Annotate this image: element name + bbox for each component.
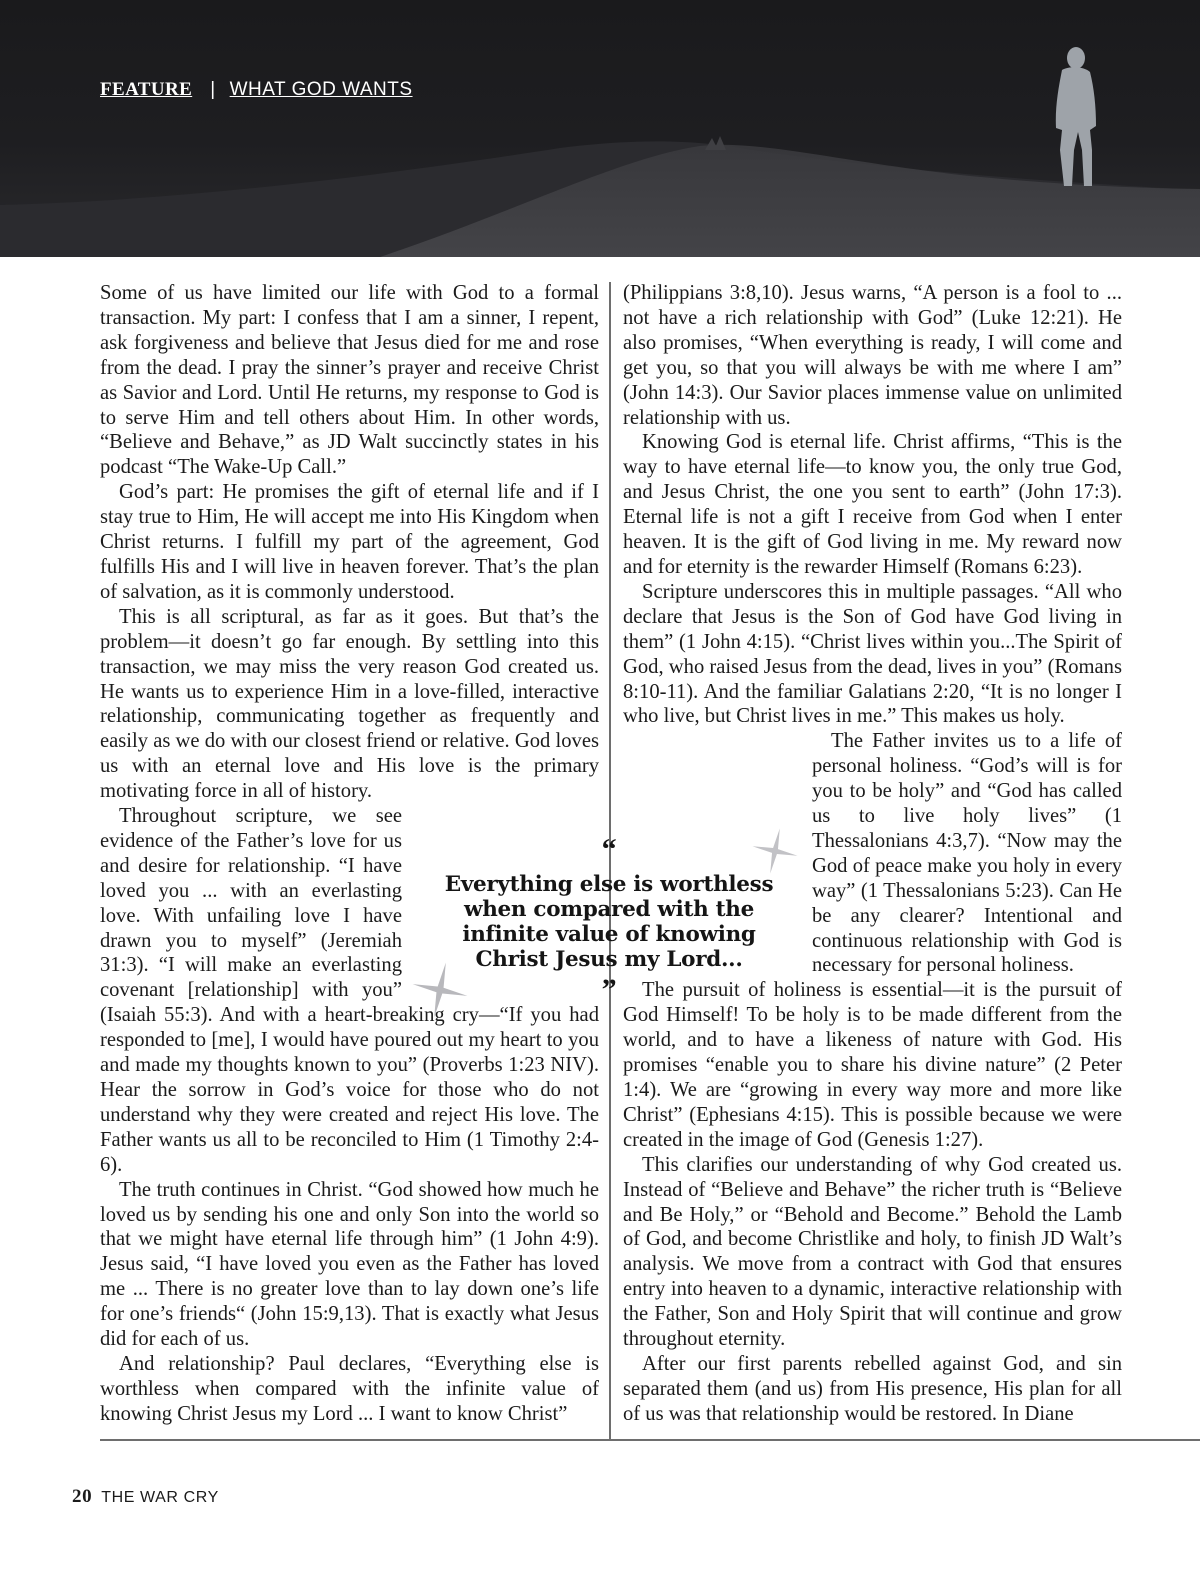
paragraph: Some of us have limited our life with God to a formal transaction. My part: I confess that I am a sinner, I repent, ask forgiveness and believe that Jesus died for me and rose from the dead. I pray the sinner’s prayer and receive Christ as Savior and Lord. Until He returns, my response to God is to serve Him and tell others about Him. In other words, “Believe and Behave,” as JD Walt succinctly states in his podcast “The Wake-Up Call.” <box>100 282 599 479</box>
paragraph: The truth continues in Christ. “God showed how much he loved us by sending his one and only Son into the world so that we might have eternal life through him” (1 John 4:9). Jesus said, “I have loved you even as the Father has loved me ... There is no greater love than to lay down one’s life for one’s friends“ (John 15:9,13). That is exactly what Jesus did for each of us. <box>100 1178 599 1351</box>
paragraph: And relationship? Paul declares, “Everything else is worthless when compared with the infinite value of knowing Christ Jesus my Lord ... I want to know Christ” <box>100 1352 599 1425</box>
paragraph: This is all scriptural, as far as it goes. But that’s the problem—it doesn’t go far enough. By settling into this transaction, we may miss the very reason God created us. He wants us to experience Him in a love-filled, interactive relationship, communicating together as frequently and easily as we do with our closest friend or relative. God loves us with an eternal love and His love is the primary motivating force in all of history. <box>100 605 599 803</box>
paragraph: Scripture underscores this in multiple passages. “All who declare that Jesus is the Son of God have God living in them” (1 John 4:15). “Christ lives within you...The Spirit of God, who raised Jesus from the dead, lives in you” (Romans 8:10-11). And the familiar Galatians 2:20, “It is no longer I who live, but Christ lives in me.” This makes us holy. <box>623 580 1122 728</box>
topic-label: WHAT GOD WANTS <box>229 79 413 100</box>
section-kicker <box>100 79 413 101</box>
kicker-separator: | <box>210 79 216 100</box>
paragraph: After our first parents rebelled against God, and sin separated them (and us) from His presence, His plan for all of us was that relationship would be restored. In Diane <box>623 1352 1122 1425</box>
paragraph: God’s part: He promises the gift of eternal life and if I stay true to Him, He will accept me into His Kingdom when Christ returns. I fulfill my part of the agreement, God fulfills His and I will live in heaven forever. That’s the plan of salvation, as it is commonly understood. <box>100 481 599 603</box>
publication-name: THE WAR CRY <box>101 1489 219 1506</box>
sparkle-star-icon <box>412 962 468 1018</box>
pull-quote-text: Everything else is worthless when compared with the infinite value of knowing Christ Jesus my Lord... <box>444 872 774 972</box>
paragraph: The Father invites us to a life of personal holiness. “God’s will is for you to be holy” and “God has called us to live holy lives” (1 Thessalonians 4:3,7). “Now may the God of peace make you holy in every way” (1 Thessalonians 5:23). Can He be any clearer? Intentional and continuous relationship with God is necessary for personal holiness. <box>812 730 1122 977</box>
paragraph: (Philippians 3:8,10). Jesus warns, “A person is a fool to ... not have a rich relationship with God” (Luke 12:21). He also promises, “When everything is ready, I will come and get you, so that you will always be with me where I am” (John 14:3). Our Savior places immense value on unlimited relationship with us. <box>623 282 1122 429</box>
paragraph: Knowing God is eternal life. Christ affirms, “This is the way to have eternal life—to know you, the only true God, and Jesus Christ, the one you sent to earth” (John 17:3). Eternal life is not a gift I receive from God when I enter heaven. It is the gift of God living in me. My reward now and for eternity is the rewarder Himself (Romans 6:23). <box>623 431 1122 578</box>
paragraph: This clarifies our understanding of why God created us. Instead of “Believe and Behave” the richer truth is “Believe and Be Holy,” or “Behold and Become.” Behold the Lamb of God, and become Christlike and holy, to finish JD Walt’s analysis. We move from a contract with God that ensures entry into heaven to a dynamic, interactive relationship with the Father, Son and Holy Spirit that will continue and grow throughout eternity. <box>623 1153 1122 1351</box>
close-quote-mark: ” <box>601 973 617 1006</box>
bottom-rule <box>100 1439 1200 1441</box>
night-hill-illustration <box>0 0 1200 257</box>
paragraph: The pursuit of holiness is essential—it is the pursuit of God Himself! To be holy is to be made different from the world, and to have a likeness of nature with God. His promises “enable you to share his divine nature” (2 Peter 1:4). We are “growing in every way more and more like Christ” (Ephesians 4:15). This is possible because we were created in the image of God (Genesis 1:27). <box>623 979 1122 1151</box>
open-quote-mark: “ <box>601 833 617 866</box>
sparkle-star-icon <box>752 828 798 874</box>
page-footer <box>72 1486 219 1508</box>
paragraph: Throughout scripture, we see evidence of the Father’s love for us and desire for relationship. “I have loved you ... with an everlasting love. With unfailing love I have drawn you to myself” (Jeremiah 31:3). “I will make an everlasting covenant [relationship] with you” (Isaiah 55:3). And with a heart-breaking cry—“If you had responded to [me], I would have poured out my heart to you and made my thoughts known to you” (Proverbs 1:23 NIV). Hear the sorrow in God’s voice for those who do not understand why they were created and reject His love. The Father wants us all to be reconciled to Him (1 Timothy 2:4-6). <box>100 805 599 1176</box>
section-label: FEATURE <box>100 79 193 100</box>
header-banner <box>0 0 1200 257</box>
page-number: 20 <box>72 1486 93 1507</box>
walking-figure-silhouette <box>1056 47 1096 186</box>
pull-quote <box>431 833 787 1006</box>
